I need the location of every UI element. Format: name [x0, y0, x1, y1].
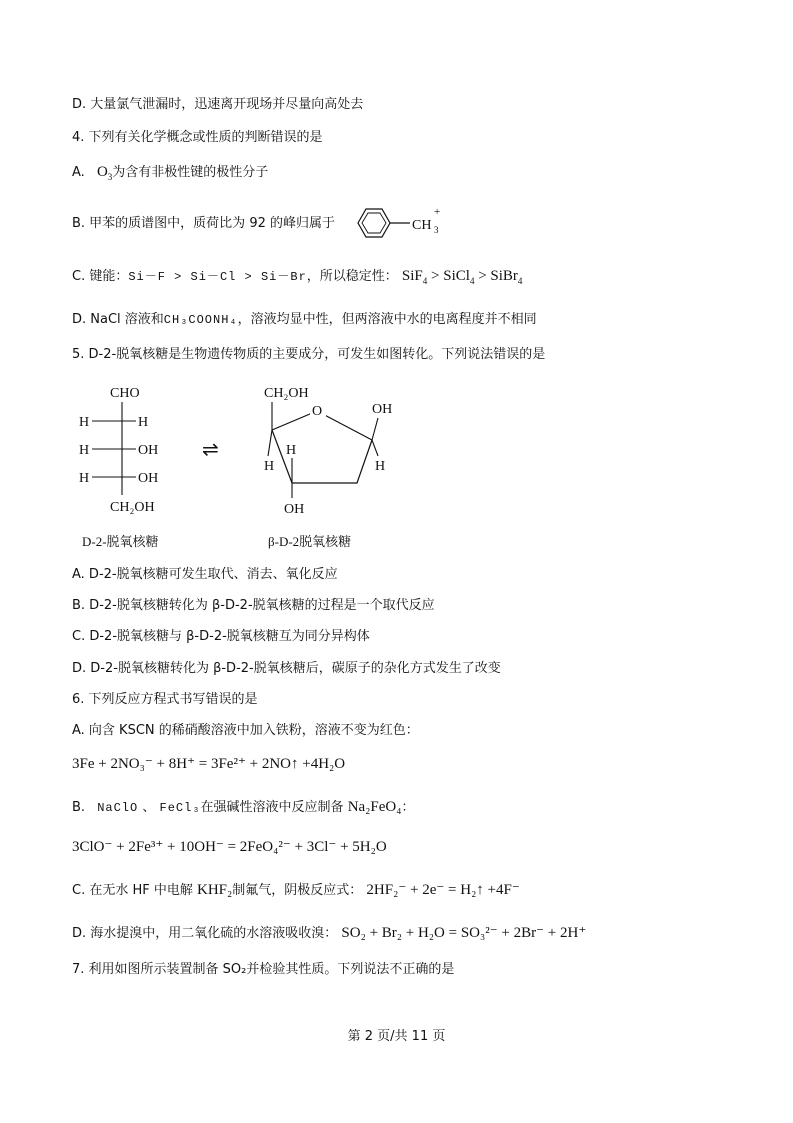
- fischer-h-c4: H: [79, 471, 90, 486]
- toluene-charge: +: [434, 206, 441, 218]
- ring-h-c4: H: [264, 459, 275, 474]
- fischer-ch2oh: CH₂OH: [110, 500, 155, 515]
- q5-option-d: D. D-2-脱氧核糖转化为 β-D-2-脱氧核糖后，碳原子的杂化方式发生了改变: [72, 661, 501, 676]
- q4d-prefix: D. NaCl 溶液和: [72, 312, 164, 327]
- q4a-formula: $O_3$: [96, 164, 113, 182]
- q6-option-b: [72, 798, 415, 817]
- q5-option-c: C. D-2-脱氧核糖与 β-D-2-脱氧核糖互为同分异构体: [72, 629, 370, 644]
- q4c-bonds: Si－F > Si－Cl > Si－Br: [128, 270, 307, 284]
- q4c-stability: SiF$_4$ > SiCl$_4$ > SiBr$_4$: [401, 268, 523, 286]
- q4-option-c: [72, 267, 522, 286]
- fischer-oh-c4: OH: [138, 471, 159, 486]
- q4-option-d: [72, 311, 537, 329]
- q6b-na2feo4: Na₂FeO₄: [347, 799, 402, 815]
- equilibrium-arrow: ⇌: [202, 439, 219, 461]
- toluene-cation-structure: [352, 203, 447, 243]
- q6c-text2: 制氟气，阴极反应式：: [232, 883, 363, 898]
- caption-d2-deoxyribose: D-2-脱氧核糖: [82, 534, 159, 549]
- question-6-stem: 6. 下列反应方程式书写错误的是: [72, 692, 258, 707]
- line-3d-option: D. 大量氯气泄漏时，迅速离开现场并尽量向高处去: [72, 97, 364, 112]
- q4c-mid: ，所以稳定性：: [306, 269, 398, 284]
- fischer-h-c3: H: [79, 443, 90, 458]
- equation-d: SO₂ + Br₂ + H₂O = SO₃²⁻ + 2Br⁻ + 2H⁺: [341, 925, 587, 941]
- q6c-text: C. 在无水 HF 中电解: [72, 883, 193, 898]
- q6-option-d: [72, 924, 586, 943]
- question-4-stem: 4. 下列有关化学概念或性质的判断错误的是: [72, 130, 323, 145]
- q4b-text: B. 甲苯的质谱图中，质荷比为 92 的峰归属于: [72, 216, 335, 231]
- caption-beta-d2-deoxyribose: β-D-2脱氧核糖: [268, 534, 352, 549]
- equation-c: 2HF₂⁻ + 2e⁻ = H₂↑ +4F⁻: [366, 882, 520, 898]
- fischer-oh-c3: OH: [138, 443, 159, 458]
- q5-option-a: A. D-2-脱氧核糖可发生取代、消去、氧化反应: [72, 567, 338, 582]
- ring-ch2oh: CH₂OH: [264, 386, 309, 401]
- equation-b: 3ClO⁻ + 2Fe³⁺ + 10OH⁻ = 2FeO₄²⁻ + 3Cl⁻ + 5H₂O: [72, 839, 387, 855]
- q4d-formula: CH₃COONH₄: [163, 313, 238, 327]
- ring-h-c1: H: [375, 459, 386, 474]
- q6-option-c: [72, 881, 520, 900]
- ring-oh-c1: OH: [372, 402, 393, 417]
- fischer-h-c2b: H: [138, 415, 149, 430]
- toluene-ch3: CH: [412, 218, 432, 233]
- q6b-label: B.: [72, 800, 86, 815]
- q4a-text: 为含有非极性键的极性分子: [112, 165, 269, 180]
- question-7-stem: 7. 利用如图所示装置制备 SO₂并检验其性质。下列说法不正确的是: [72, 962, 455, 977]
- q6c-khf2: KHF₂: [197, 882, 233, 898]
- deoxyribose-figure: [72, 378, 422, 553]
- question-5-stem: 5. D-2-脱氧核糖是生物遗传物质的主要成分，可发生如图转化。下列说法错误的是: [72, 347, 546, 362]
- page-footer: 第 2 页/共 11 页: [347, 1029, 446, 1044]
- q4-option-b: [72, 215, 335, 233]
- q6b-end: ：: [401, 800, 415, 815]
- q6b-naclo: NaClO: [97, 801, 139, 815]
- q4-option-a: [72, 163, 268, 182]
- fischer-cho: CHO: [110, 386, 140, 401]
- q6d-text: D. 海水提溴中，用二氧化硫的水溶液吸收溴：: [72, 926, 338, 941]
- q4d-text: ，溶液均显中性，但两溶液中水的电离程度并不相同: [237, 312, 537, 327]
- equation-a: 3Fe + 2NO₃⁻ + 8H⁺ = 3Fe²⁺ + 2NO↑ +4H₂O: [72, 756, 346, 772]
- q5-option-b: B. D-2-脱氧核糖转化为 β-D-2-脱氧核糖的过程是一个取代反应: [72, 598, 435, 613]
- q6b-fecl3: FeCl₃: [159, 801, 201, 815]
- q4a-label: A.: [72, 165, 85, 180]
- q6b-sep: 、: [142, 800, 156, 815]
- q4c-prefix: C. 键能：: [72, 269, 129, 284]
- fischer-h-c2a: H: [79, 415, 90, 430]
- q6-option-a: A. 向含 KSCN 的稀硝酸溶液中加入铁粉，溶液不变为红色：: [72, 723, 419, 738]
- ring-oh-c3: OH: [284, 502, 305, 517]
- toluene-ch3-sub: 3: [434, 225, 439, 235]
- q6b-text: 在强碱性溶液中反应制备: [200, 800, 344, 815]
- ring-oxygen: O: [312, 404, 323, 419]
- ring-h-c3: H: [286, 443, 297, 458]
